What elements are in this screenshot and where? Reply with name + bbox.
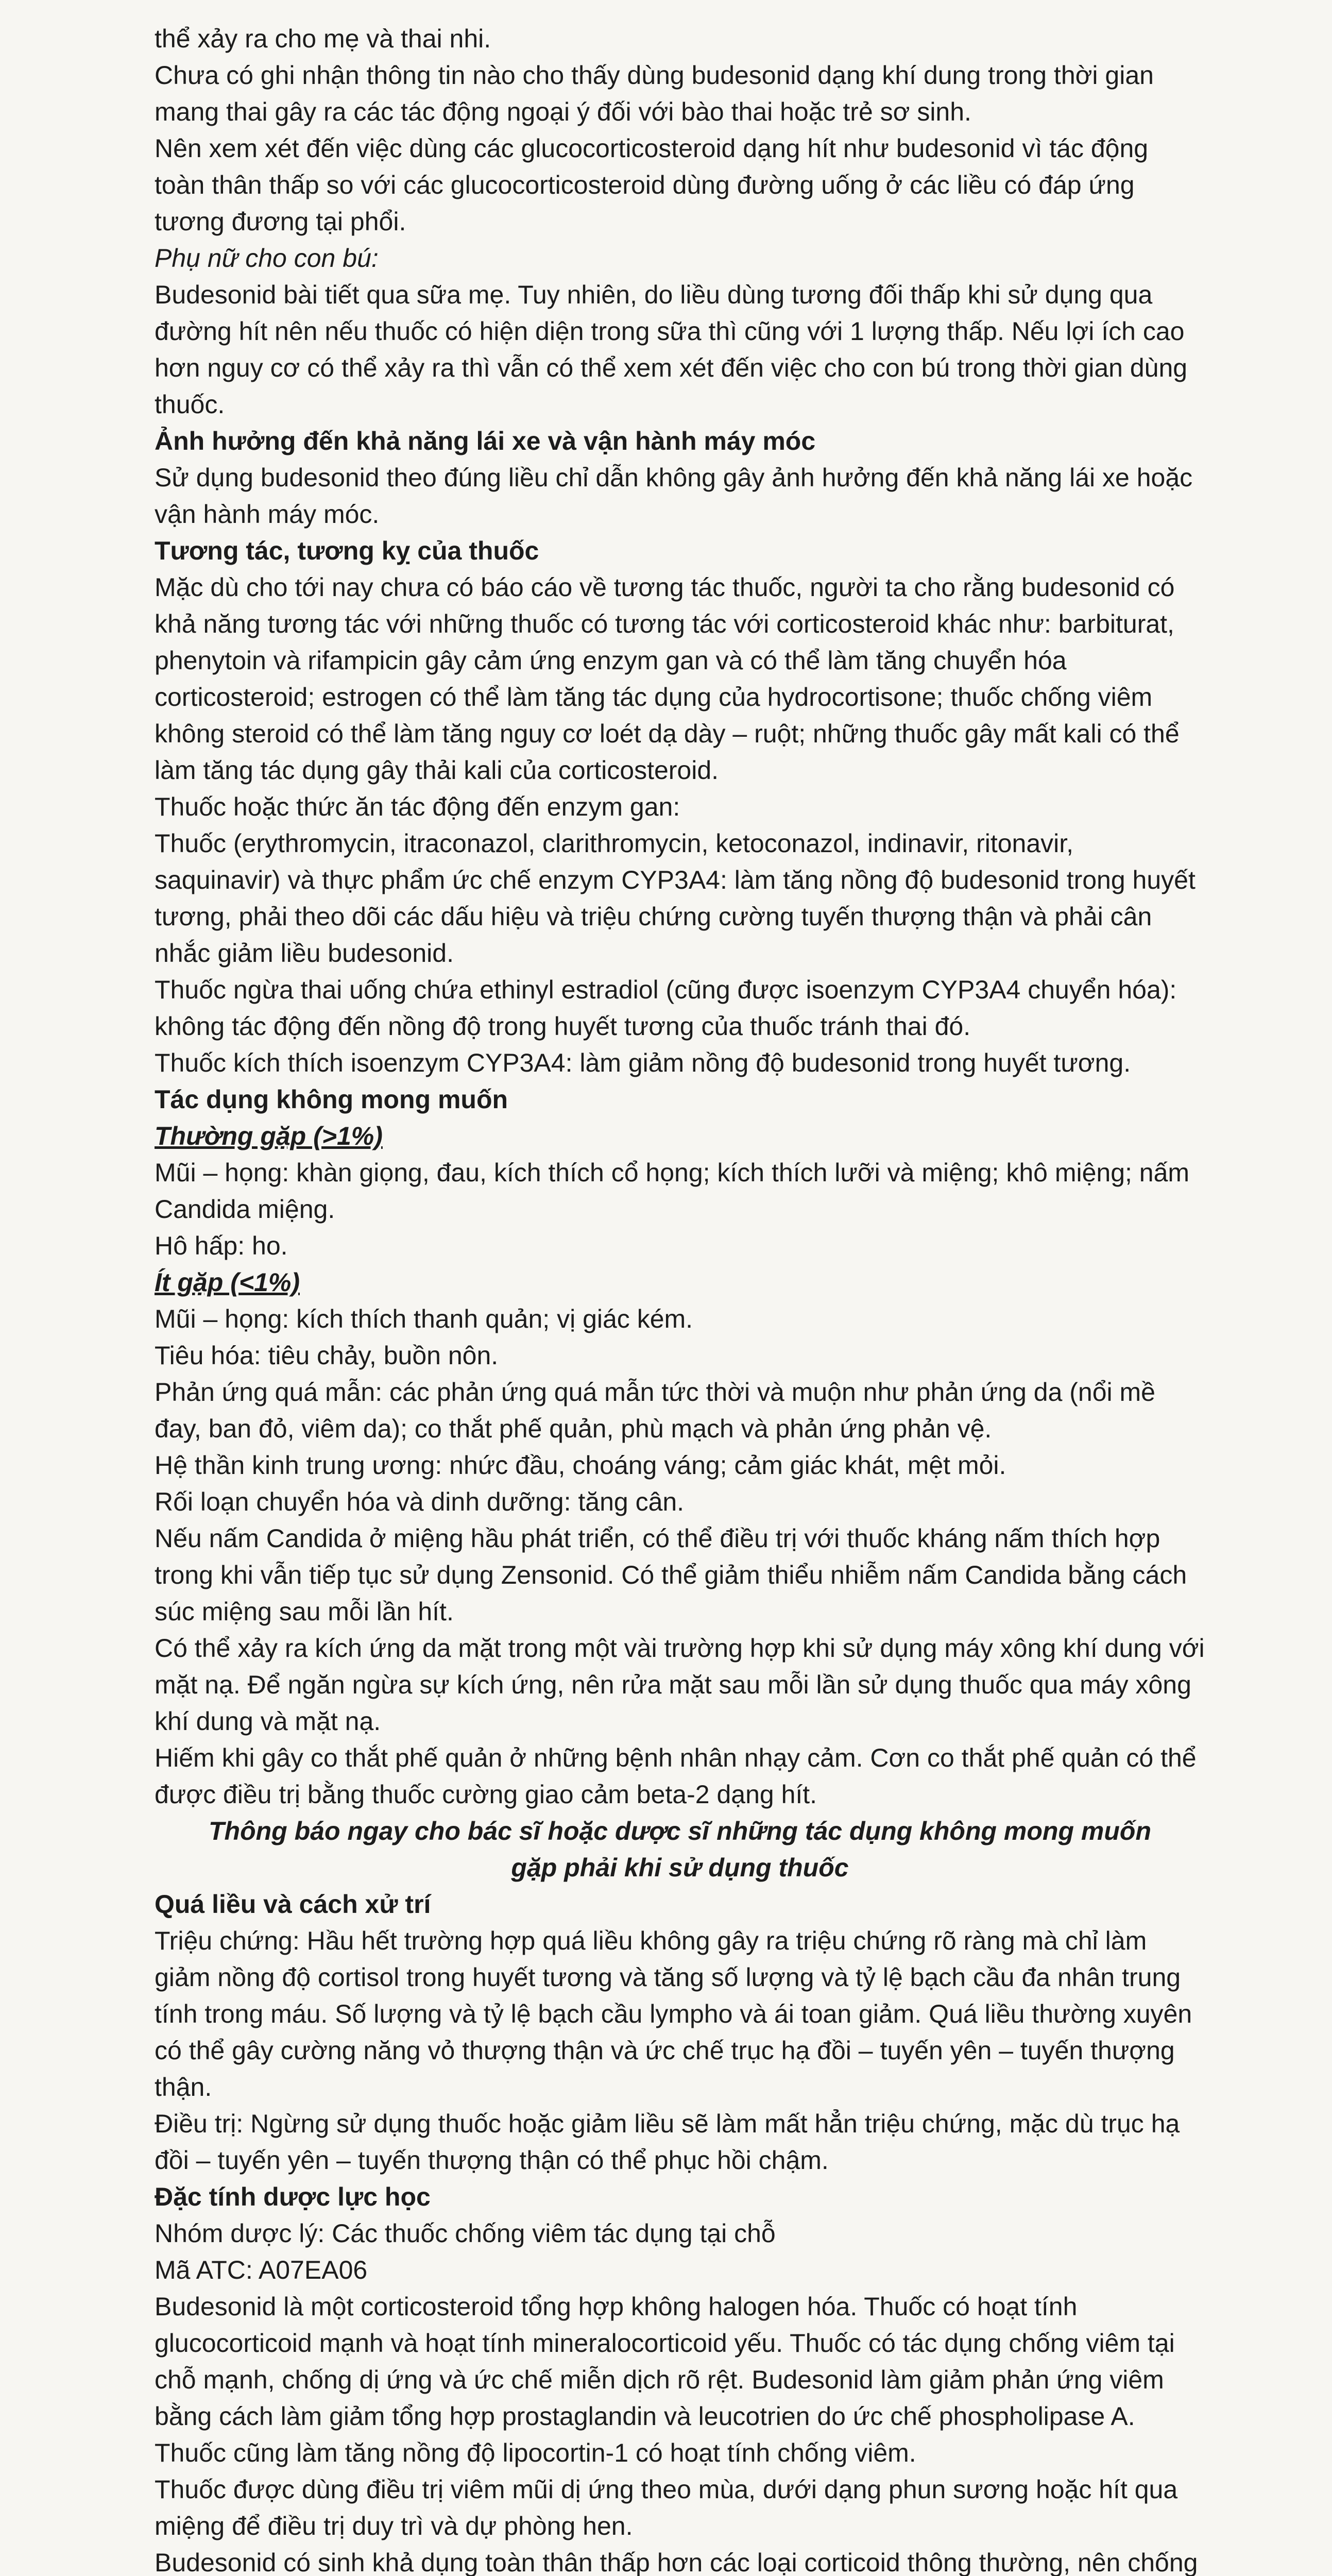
section-heading: Ảnh hưởng đến khả năng lái xe và vận hành máy móc xyxy=(155,427,816,455)
paragraph: Sử dụng budesonid theo đúng liều chỉ dẫn không gây ảnh hưởng đến khả năng lái xe hoặc vận hành máy móc. xyxy=(155,463,1193,529)
paragraph: Budesonid có sinh khả dụng toàn thân thấp hơn các loại corticoid thông thường, nên chống xyxy=(155,2548,1198,2576)
paragraph: Nên xem xét đến việc dùng các glucocorticosteroid dạng hít như budesonid vì tác động toàn thân thấp so với các glucocorticosteroid dùng đường uống ở các liều có đáp ứng tương đương tại phổi. xyxy=(155,134,1149,236)
paragraph: Mã ATC: A07EA06 xyxy=(155,2256,368,2284)
paragraph: Triệu chứng: Hầu hết trường hợp quá liều không gây ra triệu chứng rõ ràng mà chỉ làm giảm nồng độ cortisol trong huyết tương và tăng số lượng và tỷ lệ bạch cầu đa nhân trung tính trong máu. Số lượng và tỷ lệ bạch cầu lympho và ái toan giảm. Quá liều thường xuyên có thể gây cường năng vỏ thượng thận và ức chế trục hạ đồi – tuyến yên – tuyến thượng thận. xyxy=(155,1926,1192,2102)
section-heading: Quá liều và cách xử trí xyxy=(155,1890,431,1919)
paragraph: Mặc dù cho tới nay chưa có báo cáo về tương tác thuốc, người ta cho rằng budesonid có khả năng tương tác với những thuốc có tương tác với corticosteroid khác như: barbiturat, phenytoin và rifampicin gây cảm ứng enzym gan và có thể làm tăng chuyển hóa corticosteroid; estrogen có thể làm tăng tác dụng của hydrocortisone; thuốc chống viêm không steroid có thể làm tăng nguy cơ loét dạ dày – ruột; những thuốc gây mất kali có thể làm tăng tác dụng gây thải kali của corticosteroid. xyxy=(155,573,1180,785)
leaflet-text-body xyxy=(155,21,1205,2576)
paragraph: Mũi – họng: khàn giọng, đau, kích thích cổ họng; kích thích lưỡi và miệng; khô miệng; nấm Candida miệng. xyxy=(155,1158,1190,1224)
paragraph: Budesonid bài tiết qua sữa mẹ. Tuy nhiên, do liều dùng tương đối thấp khi sử dụng qua đường hít nên nếu thuốc có hiện diện trong sữa thì cũng với 1 lượng thấp. Nếu lợi ích cao hơn nguy cơ có thể xảy ra thì vẫn có thể xem xét đến việc cho con bú trong thời gian dùng thuốc. xyxy=(155,280,1188,419)
section-heading: Thường gặp (>1%) xyxy=(155,1122,383,1150)
paragraph: Có thể xảy ra kích ứng da mặt trong một vài trường hợp khi sử dụng máy xông khí dung với mặt nạ. Để ngăn ngừa sự kích ứng, nên rửa mặt sau mỗi lần sử dụng thuốc qua máy xông khí dung và mặt nạ. xyxy=(155,1634,1205,1736)
paragraph: Tiêu hóa: tiêu chảy, buồn nôn. xyxy=(155,1341,499,1370)
paragraph: Hô hấp: ho. xyxy=(155,1231,288,1260)
paragraph: Hiếm khi gây co thắt phế quản ở những bệnh nhân nhạy cảm. Cơn co thắt phế quản có thể được điều trị bằng thuốc cường giao cảm beta-2 dạng hít. xyxy=(155,1743,1197,1809)
notice-text: Thông báo ngay cho bác sĩ hoặc dược sĩ những tác dụng không mong muốn xyxy=(209,1817,1151,1845)
paragraph: Phản ứng quá mẫn: các phản ứng quá mẫn tức thời và muộn như phản ứng da (nổi mề đay, ban đỏ, viêm da); co thắt phế quản, phù mạch và phản ứng phản vệ. xyxy=(155,1378,1155,1443)
paragraph: Rối loạn chuyển hóa và dinh dưỡng: tăng cân. xyxy=(155,1487,685,1516)
paragraph: thể xảy ra cho mẹ và thai nhi. xyxy=(155,24,491,53)
paragraph: Phụ nữ cho con bú: xyxy=(155,244,379,273)
section-heading: Đặc tính dược lực học xyxy=(155,2182,431,2211)
paragraph: Nhóm dược lý: Các thuốc chống viêm tác dụng tại chỗ xyxy=(155,2219,776,2248)
paragraph: Nếu nấm Candida ở miệng hầu phát triển, có thể điều trị với thuốc kháng nấm thích hợp trong khi vẫn tiếp tục sử dụng Zensonid. Có thể giảm thiểu nhiễm nấm Candida bằng cách súc miệng sau mỗi lần hít. xyxy=(155,1524,1187,1626)
paragraph: Thuốc ngừa thai uống chứa ethinyl estradiol (cũng được isoenzym CYP3A4 chuyển hóa): không tác động đến nồng độ trong huyết tương của thuốc tránh thai đó. xyxy=(155,975,1177,1041)
section-heading: Ít gặp (<1%) xyxy=(155,1268,300,1297)
section-heading: Tác dụng không mong muốn xyxy=(155,1085,508,1114)
paragraph: Thuốc kích thích isoenzym CYP3A4: làm giảm nồng độ budesonid trong huyết tương. xyxy=(155,1048,1131,1077)
paragraph: Thuốc được dùng điều trị viêm mũi dị ứng theo mùa, dưới dạng phun sương hoặc hít qua miệng để điều trị duy trì và dự phòng hen. xyxy=(155,2475,1178,2540)
paragraph: Budesonid là một corticosteroid tổng hợp không halogen hóa. Thuốc có hoạt tính glucocorticoid mạnh và hoạt tính mineralocorticoid yếu. Thuốc có tác dụng chống viêm tại chỗ mạnh, chống dị ứng và ức chế miễn dịch rõ rệt. Budesonid làm giảm phản ứng viêm bằng cách làm giảm tổng hợp prostaglandin và leucotrien do ức chế phospholipase A. Thuốc cũng làm tăng nồng độ lipocortin-1 có hoạt tính chống viêm. xyxy=(155,2292,1175,2467)
notice-text: gặp phải khi sử dụng thuốc xyxy=(511,1853,849,1882)
paragraph: Hệ thần kinh trung ương: nhức đầu, choáng váng; cảm giác khát, mệt mỏi. xyxy=(155,1451,1006,1480)
paragraph: Mũi – họng: kích thích thanh quản; vị giác kém. xyxy=(155,1304,693,1333)
paragraph: Điều trị: Ngừng sử dụng thuốc hoặc giảm liều sẽ làm mất hẳn triệu chứng, mặc dù trục hạ đồi – tuyến yên – tuyến thượng thận có thể phục hồi chậm. xyxy=(155,2109,1180,2175)
paragraph: Chưa có ghi nhận thông tin nào cho thấy dùng budesonid dạng khí dung trong thời gian mang thai gây ra các tác động ngoại ý đối với bào thai hoặc trẻ sơ sinh. xyxy=(155,61,1154,126)
section-heading: Tương tác, tương kỵ của thuốc xyxy=(155,536,539,565)
paragraph: Thuốc hoặc thức ăn tác động đến enzym gan: xyxy=(155,792,680,821)
paragraph: Thuốc (erythromycin, itraconazol, clarithromycin, ketoconazol, indinavir, ritonavir, saquinavir) và thực phẩm ức chế enzym CYP3A4: làm tăng nồng độ budesonid trong huyết tương, phải theo dõi các dấu hiệu và triệu chứng cường tuyến thượng thận và phải cân nhắc giảm liều budesonid. xyxy=(155,829,1196,968)
